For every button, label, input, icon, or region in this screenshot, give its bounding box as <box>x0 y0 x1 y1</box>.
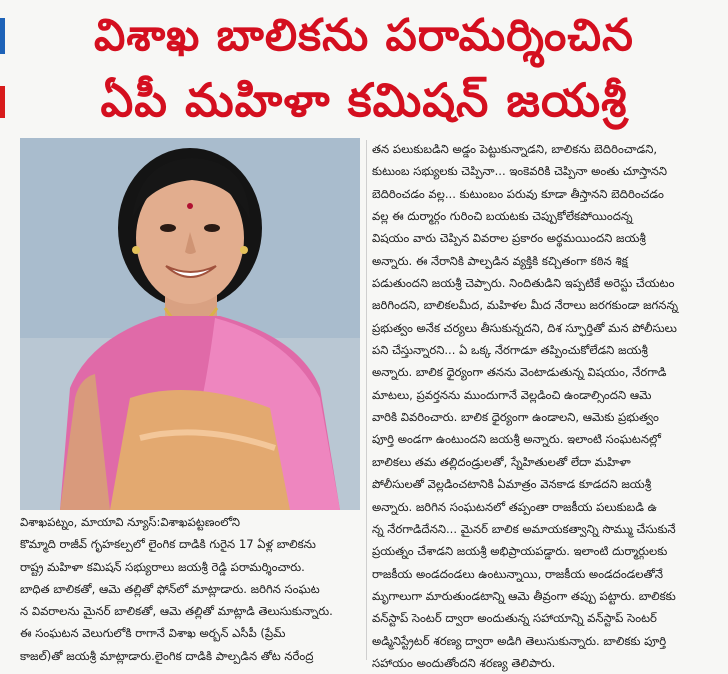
column-divider <box>366 140 367 660</box>
article-column-right: తన పలుకుబడిని అడ్డం పెట్టుకున్నాడని, బాలికను బెదిరించాడని, కుటుంబ సభ్యులకు చెప్పినా... ఇంకెవరికి చెప్పినా అంతు చూస్తానని బెదిరించడం వల్ల... కుటుంబం పరువు కూడా తీస్తానని బెదిరించడం వల్ల ఈ దుర్మార్గం గురించి బయటకు చెప్పుకోలేకపోయిందన్న విషయం వారు చెప్పిన వివరాల ప్రకారం అర్థమయిందని జయశ్రీ అన్నారు. ఈ నేరానికి పాల్పడిన వ్యక్తికి కచ్చితంగా కఠిన శిక్ష పడుతుందని జయశ్రీ చెప్పారు. నిందితుడిని ఇప్పటికే అరెస్టు చేయటం జరిగిందని, బాలికలమీద, మహిళల మీద నేరాలు జరగకుండా జగనన్న ప్రభుత్వం అనేక చర్యలు తీసుకున్నదని, దిశ స్ఫూర్తితో మన పోలీసులు పని చేస్తున్నారని... ఏ ఒక్క నేరగాడూ తప్పించుకోలేడని జయశ్రీ అన్నారు. బాలిక ధైర్యంగా తనను వెంటాడుతున్న విషయం, నేరగాడి మాటలు, ప్రవర్తనను ముందుగానే వెల్లడించి ఉండాల్సిందని ఆమె వారికి వివరించారు. బాలిక ధైర్యంగా ఉండాలని, ఆమెకు ప్రభుత్వం పూర్తి అండగా ఉంటుందని జయశ్రీ అన్నారు. ఇలాంటి సంఘటనల్లో బాలికలు తమ తల్లిదండ్రులతో, స్నేహితులతో లేదా మహిళా పోలీసులతో వెల్లడించటానికి ఏమాత్రం వెనకాడ కూడదని జయశ్రీ అన్నారు. జరిగిన సంఘటనలో తప్పంతా రాజకీయ పలుకుబడి ఉ న్న నేరగాడిదేనని... మైనర్ బాలిక అమాయకత్వాన్ని సొమ్ము చేసుకునే ప్రయత్నం చేశాడని జయశ్రీ అభిప్రాయపడ్డారు. ఇలాంటి దుర్మార్గులకు రాజకీయ అండదండలు ఉంటున్నాయి, రాజకీయ అండదండలతోనే మృగాలుగా మారుతుండటాన్ని ఆమె తీవ్రంగా తప్పు పట్టారు. బాలికకు వన్‌స్టాప్ సెంటర్ ద్వారా అందుతున్న సహాయాన్ని వన్‌స్టాప్ సెంటర్ అడ్మినిస్ట్రేటర్ శరణ్య ద్వారా అడిగి తెలుసుకున్నారు. బాలికకు పూర్తి సహాయం అందుతోందని శరణ్య తెలిపారు. <box>372 142 679 670</box>
portrait-photo <box>20 138 360 510</box>
headline-line-1: విశాఖ బాలికను పరామర్శించిన <box>94 10 634 61</box>
article-column-left: విశాఖపట్నం, మాయావి న్యూస్:విశాఖపట్టణంలోని కొమ్మాది రాజీవ్ గృహకల్పలో లైంగిక దాడికి గురైన 17 ఏళ్ల బాలికను రాష్ట్ర మహిళా కమిషన్ సభ్యురాలు జయశ్రీ రెడ్డి పరామర్శించారు. బాధిత బాలికతో, ఆమె తల్లితో ఫోన్‌లో మాట్లాడారు. జరిగిన సంఘట న వివరాలను మైనర్ బాలికతో, ఆమె తల్లితో మాట్లాడి తెలుసుకున్నారు. ఈ సంఘటన వెలుగులోకి రాగానే విశాఖ అర్బన్ ఎసీపీ (ప్రేమ్ కాజల్)తో జయశ్రీ మాట్లాడారు.లైంగిక దాడికి పాల్పడిన తోట నరేంద్ర <box>20 515 333 663</box>
portrait-illustration <box>20 138 360 510</box>
headline-line-2: ఏపీ మహిళా కమిషన్ జయశ్రీ <box>100 73 628 127</box>
